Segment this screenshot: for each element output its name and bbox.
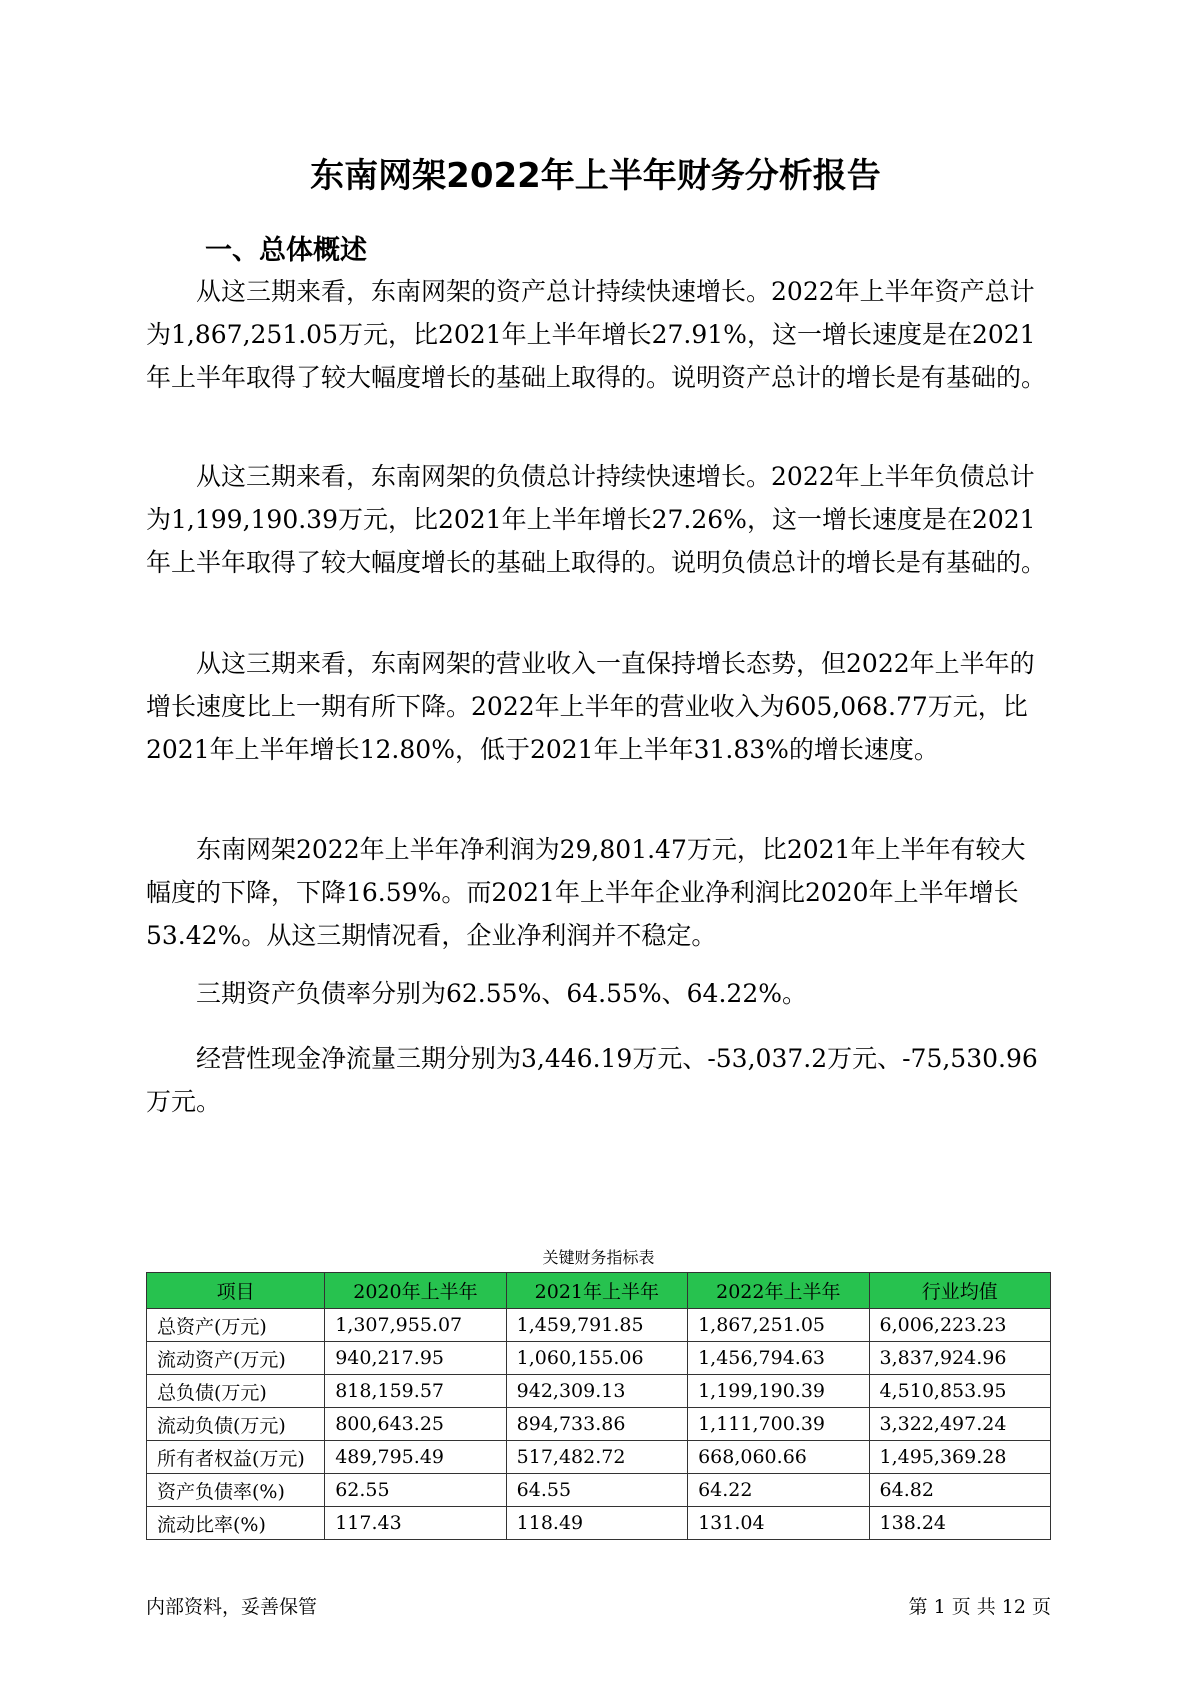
table-cell: 64.22 [688, 1474, 869, 1507]
footer-page-number: 第 1 页 共 12 页 [908, 1596, 1051, 1618]
table-row [147, 1408, 1051, 1441]
table-cell: 118.49 [506, 1507, 687, 1540]
paragraph-revenue: 从这三期来看，东南网架的营业收入一直保持增长态势，但2022年上半年的增长速度比上一期有所下降。2022年上半年的营业收入为605,068.77万元，比2021年上半年增长12.80%，低于2021年上半年31.83%的增长速度。 [146, 649, 1035, 764]
table-cell: 64.82 [869, 1474, 1050, 1507]
header-item: 项目 [147, 1273, 325, 1309]
table-cell: 64.55 [506, 1474, 687, 1507]
table-cell: 1,111,700.39 [688, 1408, 869, 1441]
table-cell: 894,733.86 [506, 1408, 687, 1441]
table-cell: 3,322,497.24 [869, 1408, 1050, 1441]
paragraph-cash-flow: 经营性现金净流量三期分别为3,446.19万元、-53,037.2万元、-75,530.96万元。 [146, 1044, 1038, 1116]
table-cell: 3,837,924.96 [869, 1342, 1050, 1375]
table-cell: 800,643.25 [325, 1408, 506, 1441]
table-cell: 1,060,155.06 [506, 1342, 687, 1375]
table-cell: 4,510,853.95 [869, 1375, 1050, 1408]
table-cell: 489,795.49 [325, 1441, 506, 1474]
table-cell: 1,307,955.07 [325, 1309, 506, 1342]
table-row [147, 1342, 1051, 1375]
table-caption: 关键财务指标表 [542, 1248, 655, 1267]
key-financial-indicators-table [146, 1272, 1051, 1540]
table-cell: 6,006,223.23 [869, 1309, 1050, 1342]
row-label: 总负债(万元) [147, 1375, 325, 1408]
table-row [147, 1375, 1051, 1408]
table-cell: 131.04 [688, 1507, 869, 1540]
table-row [147, 1507, 1051, 1540]
paragraph-assets: 从这三期来看，东南网架的资产总计持续快速增长。2022年上半年资产总计为1,867,251.05万元，比2021年上半年增长27.91%，这一增长速度是在2021年上半年取得了较大幅度增长的基础上取得的。说明资产总计的增长是有基础的。 [146, 277, 1047, 392]
table-cell: 117.43 [325, 1507, 506, 1540]
paragraph-liabilities: 从这三期来看，东南网架的负债总计持续快速增长。2022年上半年负债总计为1,199,190.39万元，比2021年上半年增长27.26%，这一增长速度是在2021年上半年取得了较大幅度增长的基础上取得的。说明负债总计的增长是有基础的。 [146, 462, 1047, 577]
table-cell: 668,060.66 [688, 1441, 869, 1474]
footer-confidential-note: 内部资料，妥善保管 [146, 1596, 318, 1618]
table-cell: 1,495,369.28 [869, 1441, 1050, 1474]
row-label: 总资产(万元) [147, 1309, 325, 1342]
table-cell: 62.55 [325, 1474, 506, 1507]
row-label: 所有者权益(万元) [147, 1441, 325, 1474]
paragraph-debt-ratio: 三期资产负债率分别为62.55%、64.55%、64.22%。 [196, 979, 807, 1008]
table-cell: 517,482.72 [506, 1441, 687, 1474]
row-label: 资产负债率(%) [147, 1474, 325, 1507]
table-row [147, 1441, 1051, 1474]
table-cell: 1,459,791.85 [506, 1309, 687, 1342]
table-header-row [147, 1273, 1051, 1309]
header-2022h1: 2022年上半年 [688, 1273, 869, 1309]
table-cell: 940,217.95 [325, 1342, 506, 1375]
table-cell: 1,199,190.39 [688, 1375, 869, 1408]
table-cell: 1,456,794.63 [688, 1342, 869, 1375]
table-cell: 1,867,251.05 [688, 1309, 869, 1342]
header-2021h1: 2021年上半年 [506, 1273, 687, 1309]
table-cell: 942,309.13 [506, 1375, 687, 1408]
row-label: 流动比率(%) [147, 1507, 325, 1540]
table-cell: 138.24 [869, 1507, 1050, 1540]
row-label: 流动负债(万元) [147, 1408, 325, 1441]
table-row [147, 1474, 1051, 1507]
table-cell: 818,159.57 [325, 1375, 506, 1408]
page-title: 东南网架2022年上半年财务分析报告 [310, 156, 881, 196]
table-row [147, 1309, 1051, 1342]
row-label: 流动资产(万元) [147, 1342, 325, 1375]
header-industry-avg: 行业均值 [869, 1273, 1050, 1309]
section-heading: 一、总体概述 [205, 235, 367, 266]
paragraph-net-profit: 东南网架2022年上半年净利润为29,801.47万元，比2021年上半年有较大幅度的下降，下降16.59%。而2021年上半年企业净利润比2020年上半年增长53.42%。从这三期情况看，企业净利润并不稳定。 [146, 835, 1026, 950]
header-2020h1: 2020年上半年 [325, 1273, 506, 1309]
